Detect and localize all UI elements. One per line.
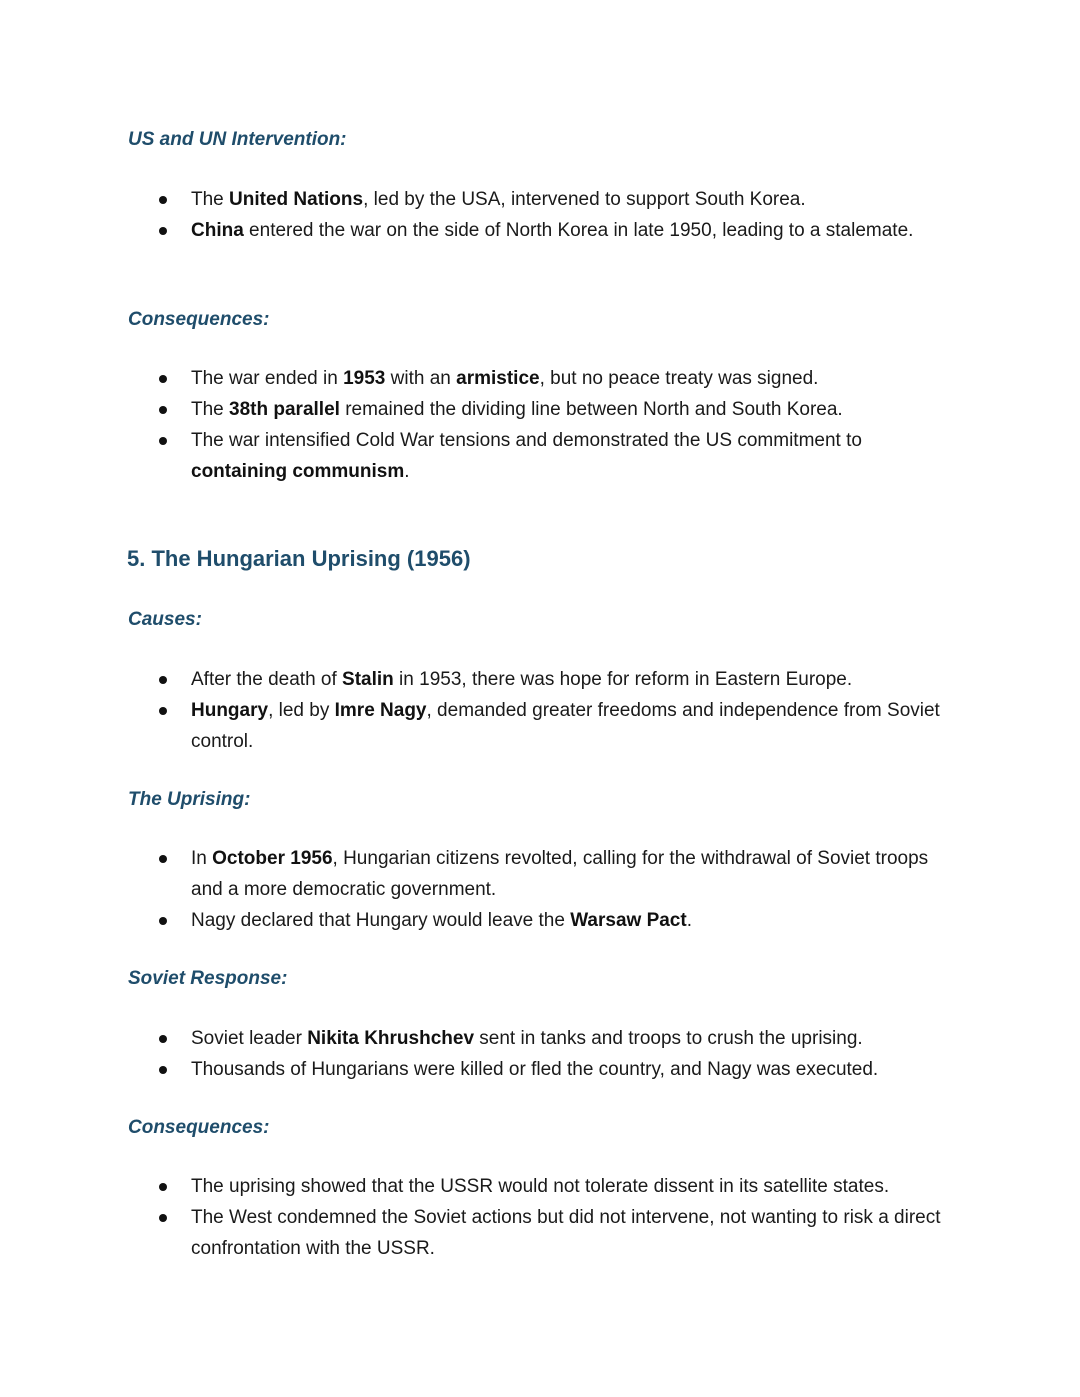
bullet-icon bbox=[159, 707, 167, 715]
bullet-icon bbox=[159, 375, 167, 383]
uprising-heading: The Uprising: bbox=[128, 789, 251, 810]
bullet-item bbox=[0, 664, 1080, 695]
bullet-text: , led by bbox=[268, 700, 335, 721]
bullet-text: The bbox=[191, 189, 230, 210]
us-un-intervention-heading: US and UN Intervention: bbox=[128, 129, 347, 150]
bullet-icon bbox=[159, 1066, 167, 1074]
bullet-text: Thousands of Hungarians were killed or fled the country, and Nagy was executed. bbox=[191, 1059, 879, 1080]
hungary-consequences-list bbox=[0, 1171, 1080, 1264]
bold-term: 38th parallel bbox=[229, 399, 340, 420]
bullet-item bbox=[0, 425, 1080, 487]
bullet-item bbox=[0, 695, 1080, 757]
bold-term: Hungary bbox=[191, 700, 269, 721]
bullet-item bbox=[0, 843, 1080, 905]
bold-term: Warsaw Pact bbox=[570, 910, 687, 931]
bullet-item bbox=[0, 1171, 1080, 1202]
bold-term: Nikita Khrushchev bbox=[307, 1028, 475, 1049]
bullet-icon bbox=[159, 227, 167, 235]
bullet-item bbox=[0, 184, 1080, 215]
causes-heading: Causes: bbox=[128, 609, 202, 630]
bullet-text: Soviet leader bbox=[191, 1028, 308, 1049]
bullet-icon bbox=[159, 196, 167, 204]
bullet-item bbox=[0, 1023, 1080, 1054]
causes-list bbox=[0, 664, 1080, 757]
bullet-text: The war intensified Cold War tensions and demonstrated the US commitment to bbox=[191, 430, 862, 451]
bold-term: Imre Nagy bbox=[334, 700, 427, 721]
bullet-item bbox=[0, 905, 1080, 936]
bullet-icon bbox=[159, 1183, 167, 1191]
bullet-text: remained the dividing line between North and South Korea. bbox=[339, 399, 843, 420]
soviet-response-list bbox=[0, 1023, 1080, 1085]
bullet-icon bbox=[159, 917, 167, 925]
bullet-icon bbox=[159, 437, 167, 445]
bullet-icon bbox=[159, 1035, 167, 1043]
bullet-item bbox=[0, 1054, 1080, 1085]
bullet-text: , demanded greater freedoms and independence from Soviet control. bbox=[191, 700, 940, 752]
bullet-text: , led by the USA, intervened to support South Korea. bbox=[363, 189, 806, 210]
bullet-text: The bbox=[191, 399, 230, 420]
korea-consequences-list bbox=[0, 363, 1080, 487]
bold-term: armistice bbox=[456, 368, 540, 389]
bullet-icon bbox=[159, 855, 167, 863]
bullet-text: The uprising showed that the USSR would not tolerate dissent in its satellite states. bbox=[191, 1176, 890, 1197]
hungary-consequences-heading: Consequences: bbox=[128, 1117, 270, 1138]
bullet-item bbox=[0, 215, 1080, 246]
soviet-response-heading: Soviet Response: bbox=[128, 968, 288, 989]
bullet-text: The war ended in bbox=[191, 368, 344, 389]
bold-term: China bbox=[191, 220, 244, 241]
bold-term: United Nations bbox=[229, 189, 364, 210]
korea-consequences-heading: Consequences: bbox=[128, 309, 270, 330]
bullet-text: entered the war on the side of North Korea in late 1950, leading to a stalemate. bbox=[243, 220, 914, 241]
bullet-text: , but no peace treaty was signed. bbox=[539, 368, 819, 389]
bullet-icon bbox=[159, 406, 167, 414]
bullet-text: with an bbox=[385, 368, 457, 389]
bold-term: 1953 bbox=[343, 368, 386, 389]
bullet-text: . bbox=[404, 461, 410, 482]
bullet-text: sent in tanks and troops to crush the uprising. bbox=[474, 1028, 863, 1049]
bullet-icon bbox=[159, 1214, 167, 1222]
bullet-icon bbox=[159, 676, 167, 684]
us-un-intervention-list bbox=[0, 184, 1080, 246]
bold-term: Stalin bbox=[342, 669, 394, 690]
bold-term: containing communism bbox=[191, 461, 405, 482]
hungarian-uprising-title: 5. The Hungarian Uprising (1956) bbox=[127, 546, 471, 571]
bold-term: October 1956 bbox=[212, 848, 333, 869]
bullet-text: Nagy declared that Hungary would leave the bbox=[191, 910, 571, 931]
bullet-text: In bbox=[191, 848, 213, 869]
bullet-item bbox=[0, 394, 1080, 425]
bullet-text: After the death of bbox=[191, 669, 343, 690]
bullet-text: The West condemned the Soviet actions but did not intervene, not wanting to risk a direct confrontation with the USSR. bbox=[191, 1207, 941, 1259]
bullet-item bbox=[0, 1202, 1080, 1264]
bullet-text: . bbox=[686, 910, 692, 931]
bullet-text: , Hungarian citizens revolted, calling for the withdrawal of Soviet troops and a more democratic government. bbox=[191, 848, 929, 900]
bullet-text: in 1953, there was hope for reform in Eastern Europe. bbox=[393, 669, 853, 690]
bullet-item bbox=[0, 363, 1080, 394]
uprising-list bbox=[0, 843, 1080, 936]
